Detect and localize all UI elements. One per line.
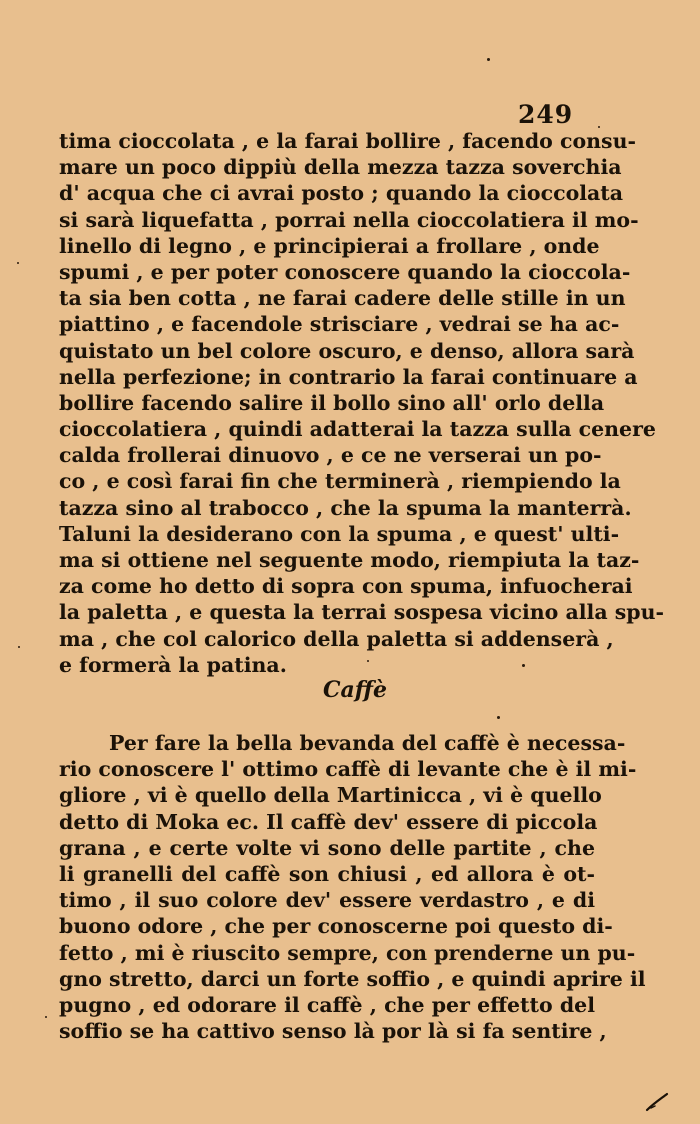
- paragraph-chocolate: [59, 128, 665, 678]
- scan-speck: [17, 262, 19, 264]
- scan-speck: [18, 646, 20, 648]
- text-line: soffio se ha cattivo senso là por là si fa sentire ,: [59, 1019, 607, 1044]
- text-line: fetto , mi è riuscito sempre, con prenderne un pu-: [59, 940, 636, 965]
- page-number: 249: [518, 100, 574, 129]
- text-line: pugno , ed odorare il caffè , che per effetto del: [59, 992, 595, 1017]
- text-line: co , e così farai fin che terminerà , riempiendo la: [59, 469, 621, 494]
- text-line: za come ho detto di sopra con spuma, infuocherai: [59, 574, 633, 599]
- scan-speck: [487, 58, 490, 61]
- text-line: buono odore , che per conoscerne poi questo di-: [59, 914, 613, 939]
- text-line: tima cioccolata , e la farai bollire , facendo consu-: [59, 129, 636, 153]
- text-line: cioccolatiera , quindi adatterai la tazza sulla cenere: [59, 417, 656, 442]
- scan-speck: [367, 660, 369, 662]
- text-line: quistato un bel colore oscuro, e denso, allora sarà: [59, 338, 635, 363]
- text-line: linello di legno , e principierai a frollare , onde: [59, 233, 600, 258]
- text-line: piattino , e facendole strisciare , vedrai se ha ac-: [59, 312, 620, 337]
- text-line: bollire facendo salire il bollo sino all' orlo della: [59, 390, 605, 415]
- text-line: nella perfezione; in contrario la farai continuare a: [59, 364, 638, 389]
- text-line: mare un poco dippiù della mezza tazza soverchia: [59, 155, 622, 180]
- text-line: calda frollerai dinuovo , e ce ne verserai un po-: [59, 443, 602, 468]
- pen-stroke-icon: [645, 1090, 669, 1114]
- text-line: ma si ottiene nel seguente modo, riempiuta la taz-: [59, 548, 640, 572]
- paragraph-coffee: [59, 730, 646, 1044]
- text-line: timo , il suo colore dev' essere verdastro , e di: [59, 888, 595, 913]
- scan-speck: [522, 664, 525, 667]
- text-line: Taluni la desiderano con la spuma , e quest' ulti-: [59, 521, 620, 546]
- scan-speck: [598, 126, 600, 128]
- text-line: rio conoscere l' ottimo caffè di levante che è il mi-: [59, 757, 637, 782]
- section-heading: Caffè: [323, 677, 387, 703]
- text-line: ma , che col calorico della paletta si addenserà ,: [59, 626, 614, 651]
- scan-speck: [497, 716, 500, 719]
- text-line: detto di Moka ec. Il caffè dev' essere di piccola: [59, 809, 598, 834]
- text-line: e formerà la patina.: [59, 652, 287, 677]
- text-line: si sarà liquefatta , porrai nella cioccolatiera il mo-: [59, 207, 639, 232]
- text-line: d' acqua che ci avrai posto ; quando la cioccolata: [59, 181, 624, 206]
- text-line: gno stretto, darci un forte soffio , e quindi aprire il: [59, 966, 646, 991]
- text-line: gliore , vi è quello della Martinicca , vi è quello: [59, 783, 602, 808]
- text-line: la paletta , e questa la terrai sospesa vicino alla spu-: [59, 600, 665, 625]
- scan-speck: [45, 1016, 47, 1018]
- text-line: li granelli del caffè son chiusi , ed allora è ot-: [59, 861, 595, 886]
- text-line: ta sia ben cotta , ne farai cadere delle stille in un: [59, 286, 626, 311]
- text-line: tazza sino al trabocco , che la spuma la manterrà.: [59, 495, 632, 520]
- text-line: Per fare la bella bevanda del caffè è necessa-: [109, 731, 626, 755]
- text-line: spumi , e per poter conoscere quando la cioccola-: [59, 259, 631, 284]
- text-line: grana , e certe volte vi sono delle partite , che: [59, 835, 595, 860]
